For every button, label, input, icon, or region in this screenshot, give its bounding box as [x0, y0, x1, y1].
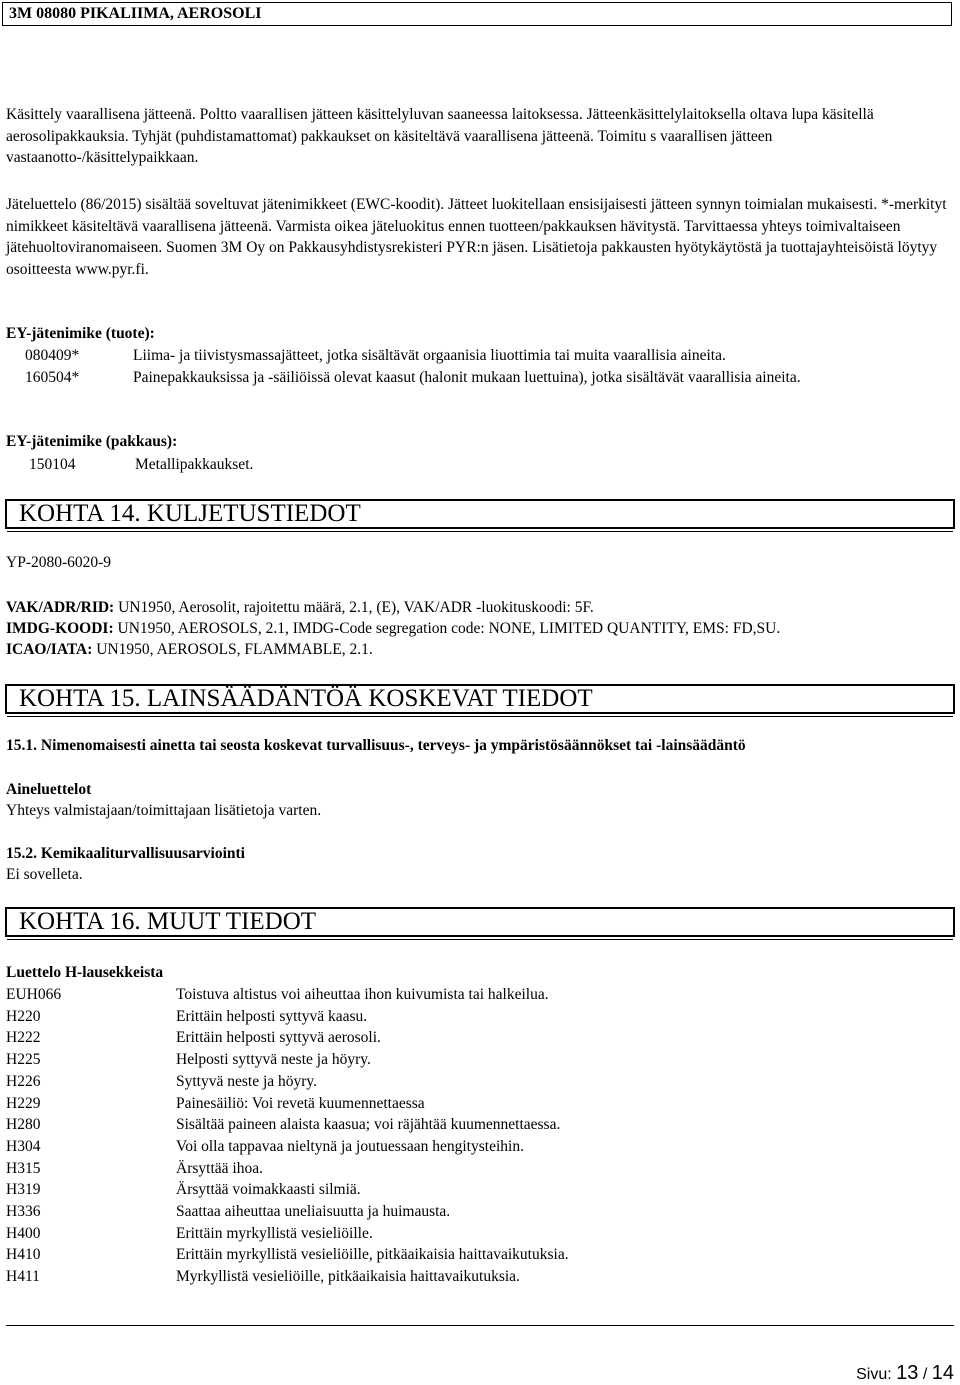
- h-statement-code: H400: [6, 1224, 41, 1242]
- h-statement-code: H280: [6, 1116, 41, 1134]
- section-15-2-heading: 15.2. Kemikaaliturvallisuusarviointi: [6, 845, 245, 862]
- transport-line: [6, 639, 951, 661]
- inventories-text: Yhteys valmistajaan/toimittajaan lisätietoja varten.: [6, 802, 322, 819]
- h-statement-row: [6, 1244, 906, 1266]
- waste-catalogue-paragraph: Jäteluettelo (86/2015) sisältää soveltuvat jätenimikkeet (EWC-koodit). Jätteet luokitellaan ensisijaisesti jätteen synnyn toimialan mukaisesti. *-merkityt nimikkeet käsiteltävä vaarallisena jätteenä. Varmista oikea jäteluokitus ennen tuotteen/pakkauksen hävitystä. Tarvittaessa yhteys toimivaltaiseen jätehuoltoviranomaiseen. Suomen 3M Oy on Pakkausyhdistysrekisteri PYR:n jäsen. Lisätietoja pakkausten hyötykäytöstä ja tuottajayhteisöistä löytyy osoitteesta www.pyr.fi.: [6, 196, 947, 278]
- h-statement-code: H410: [6, 1246, 41, 1264]
- page-label: Sivu:: [856, 1366, 892, 1383]
- h-statement-code: H229: [6, 1094, 41, 1112]
- h-statement-row: [6, 1136, 906, 1158]
- transport-value: UN1950, AEROSOLS, FLAMMABLE, 2.1.: [96, 641, 373, 658]
- h-statement-row: [6, 984, 906, 1006]
- h-statement-code: H336: [6, 1203, 41, 1220]
- transport-line: [6, 597, 951, 619]
- page-footer: [856, 1362, 954, 1385]
- h-statement-row: [6, 1158, 906, 1180]
- section-15-1-heading: 15.1. Nimenomaisesti ainetta tai seosta koskevat turvallisuus-, terveys- ja ympäristösäännökset tai -lainsäädäntö: [6, 737, 746, 754]
- page-separator: /: [922, 1366, 928, 1383]
- h-statement-text: Erittäin myrkyllistä vesieliöille.: [176, 1224, 373, 1242]
- transport-value: UN1950, AEROSOLS, 2.1, IMDG-Code segregation code: NONE, LIMITED QUANTITY, EMS: FD,SU.: [117, 620, 781, 637]
- waste-code: 080409*: [25, 347, 80, 364]
- document-id: YP-2080-6020-9: [6, 554, 112, 571]
- h-statement-row: [6, 1027, 906, 1049]
- h-statement-code: H226: [6, 1072, 41, 1090]
- h-statement-row: [6, 1114, 906, 1136]
- transport-label: VAK/ADR/RID:: [6, 599, 115, 616]
- transport-label: ICAO/IATA:: [6, 641, 93, 658]
- waste-code-description: Liima- ja tiivistysmassajätteet, jotka sisältävät orgaanisia liuottimia tai muita vaarallisia aineita.: [133, 347, 726, 364]
- h-statements-heading: Luettelo H-lausekkeista: [6, 964, 164, 981]
- section-15-2-text: Ei sovelleta.: [6, 866, 83, 883]
- waste-code-description: Painepakkauksissa ja -säiliöissä olevat kaasut (halonit mukaan luettuina), jotka sisältävät vaarallisia aineita.: [133, 369, 801, 386]
- waste-code-description: Metallipakkaukset.: [135, 456, 254, 473]
- h-statement-code: H222: [6, 1029, 41, 1047]
- h-statement-text: Helposti syttyvä neste ja höyry.: [176, 1051, 371, 1069]
- h-statement-code: H411: [6, 1268, 40, 1286]
- document-title: 3M 08080 PIKALIIMA, AEROSOLI: [9, 5, 262, 22]
- h-statement-row: [6, 1071, 906, 1093]
- h-statement-code: EUH066: [6, 986, 62, 1003]
- h-statement-text: Toistuva altistus voi aiheuttaa ihon kuivumista tai halkeilua.: [176, 986, 549, 1003]
- h-statement-code: H319: [6, 1181, 41, 1199]
- h-statement-text: Erittäin helposti syttyvä kaasu.: [176, 1007, 368, 1025]
- h-statement-row: [6, 1223, 906, 1245]
- waste-disposal-paragraph: Käsittely vaarallisena jätteenä. Poltto vaarallisen jätteen käsittelyluvan saaneessa laitoksessa. Jätteenkäsittelylaitoksella oltava lupa käsitellä aerosolipakkauksia. Tyhjät (puhdistamattomat) pakkaukset on käsiteltävä vaarallisena jätteenä. Toimitu s vaarallisen jätteen vastaanotto-/käsittelypaikkaan.: [6, 106, 874, 166]
- transport-value: UN1950, Aerosolit, rajoitettu määrä, 2.1, (E), VAK/ADR -luokituskoodi: 5F.: [118, 599, 594, 616]
- section-16-title: KOHTA 16. MUUT TIEDOT: [5, 907, 955, 937]
- h-statement-text: Painesäiliö: Voi revetä kuumennettaessa: [176, 1094, 425, 1112]
- transport-label: IMDG-KOODI:: [6, 620, 114, 637]
- document-header: [2, 2, 952, 26]
- h-statement-row: [6, 1049, 906, 1071]
- h-statement-text: Myrkyllistä vesieliöille, pitkäaikaisia haittavaikutuksia.: [176, 1268, 520, 1286]
- h-statement-text: Syttyvä neste ja höyry.: [176, 1072, 318, 1090]
- h-statement-row: [6, 1006, 906, 1028]
- h-statement-code: H225: [6, 1051, 41, 1069]
- h-statement-text: Ärsyttää voimakkaasti silmiä.: [176, 1181, 361, 1199]
- waste-code: 150104: [29, 456, 76, 473]
- h-statement-text: Voi olla tappavaa nieltynä ja joutuessaan hengitysteihin.: [176, 1137, 524, 1155]
- waste-code: 160504*: [25, 369, 80, 386]
- transport-line: [6, 618, 951, 640]
- page-total: 14: [931, 1362, 954, 1384]
- package-waste-heading: EY-jätenimike (pakkaus):: [6, 433, 178, 450]
- h-statement-text: Erittäin myrkyllistä vesieliöille, pitkäaikaisia haittavaikutuksia.: [176, 1246, 569, 1264]
- h-statement-row: [6, 1201, 906, 1223]
- page-number: 13: [896, 1362, 919, 1384]
- h-statement-text: Sisältää paineen alaista kaasua; voi räjähtää kuumennettaessa.: [176, 1116, 561, 1134]
- footer-divider: [6, 1325, 954, 1326]
- h-statement-text: Erittäin helposti syttyvä aerosoli.: [176, 1029, 381, 1047]
- h-statement-code: H315: [6, 1159, 41, 1177]
- inventories-heading: Aineluettelot: [6, 781, 92, 798]
- h-statement-row: [6, 1179, 906, 1201]
- section-14-title: KOHTA 14. KULJETUSTIEDOT: [5, 499, 955, 529]
- h-statement-text: Ärsyttää ihoa.: [176, 1159, 263, 1177]
- section-15-title: KOHTA 15. LAINSÄÄDÄNTÖÄ KOSKEVAT TIEDOT: [5, 684, 955, 714]
- h-statement-text: Saattaa aiheuttaa uneliaisuutta ja huimausta.: [176, 1203, 451, 1220]
- h-statement-row: [6, 1266, 906, 1288]
- h-statement-code: H220: [6, 1007, 41, 1025]
- h-statement-code: H304: [6, 1137, 41, 1155]
- h-statement-row: [6, 1093, 906, 1115]
- product-waste-heading: EY-jätenimike (tuote):: [6, 325, 155, 342]
